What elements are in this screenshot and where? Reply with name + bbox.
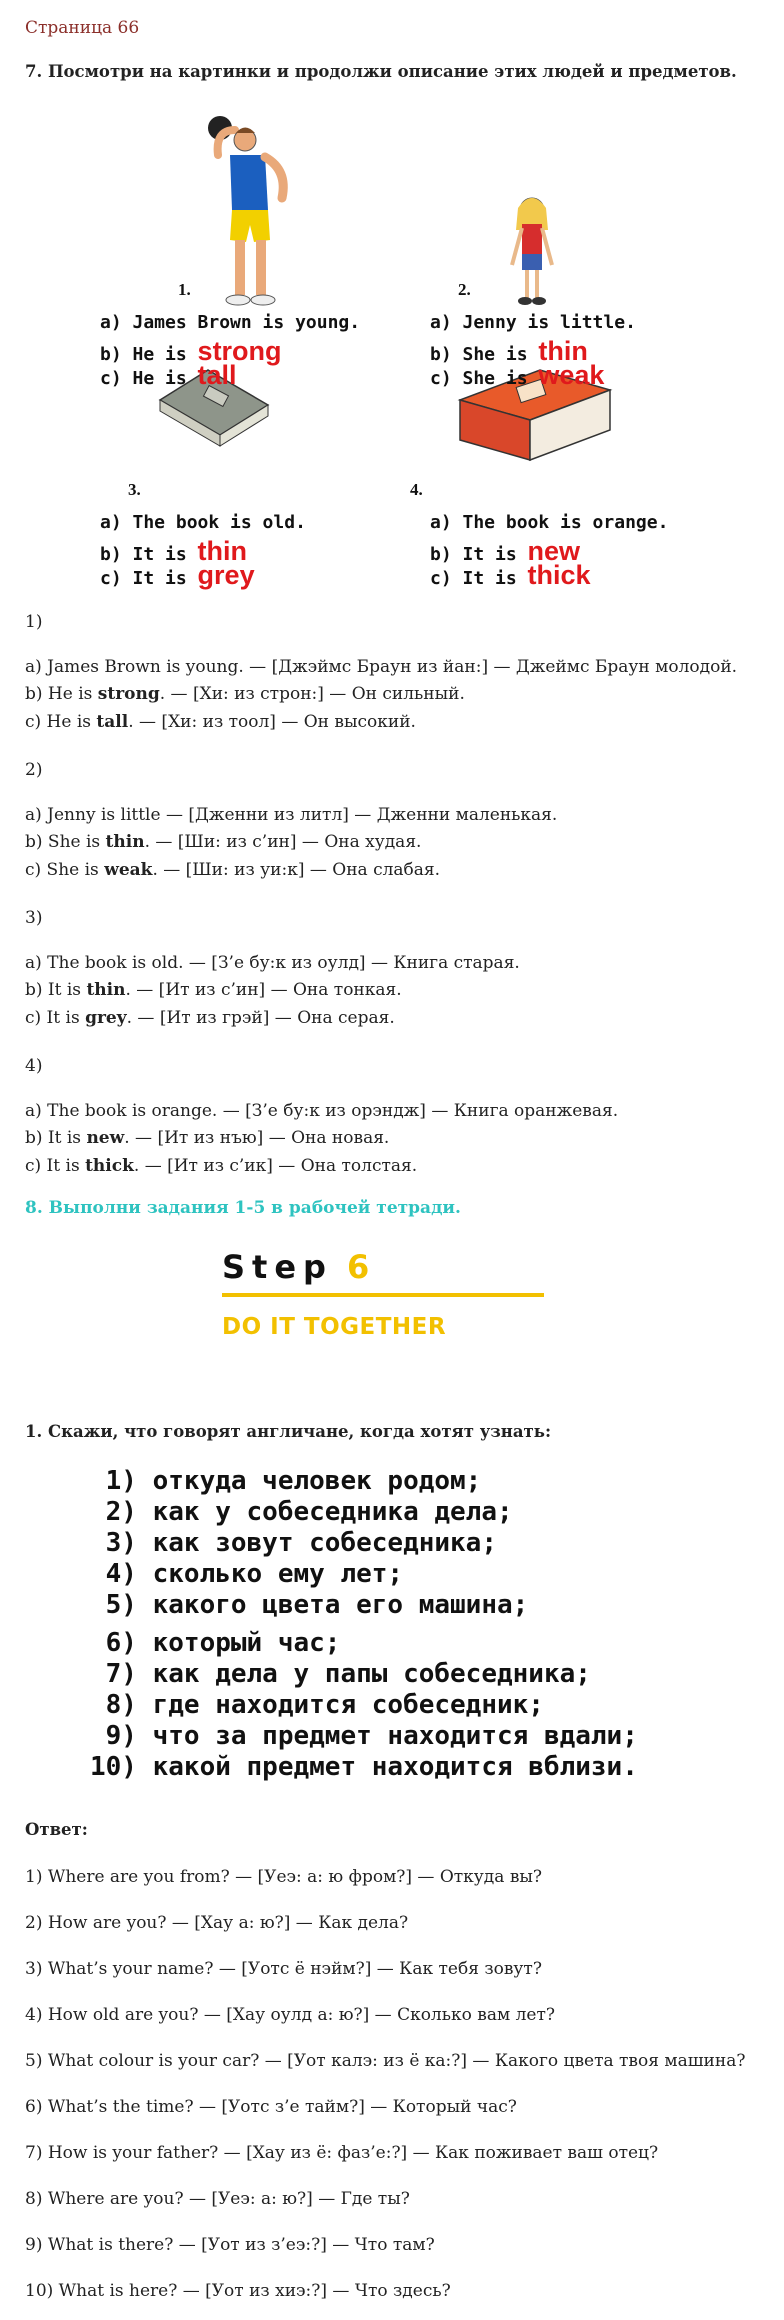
section-line: b) It is new. — [Ит из нъю] — Она новая. [25, 1128, 390, 1148]
athlete-drawing [208, 116, 283, 305]
line-prefix: c) She is [430, 368, 528, 389]
section-label: 2) [25, 760, 43, 780]
answer-word: grey [197, 560, 255, 590]
answer-word: thick [527, 560, 591, 590]
section-label: 3) [25, 908, 43, 928]
list-item: 4) сколько ему лет; [90, 1559, 404, 1589]
answer-line: 4) How old are you? — [Хау оулд а: ю?] — Сколько вам лет? [25, 2005, 555, 2025]
picture-line-c [430, 560, 591, 591]
page-header: Страница 66 [25, 18, 140, 38]
picture-line-a: a) Jenny is little. [430, 312, 636, 333]
task-1-heading: 1. Скажи, что говорят англичане, когда хотят узнать: [25, 1422, 552, 1441]
list-item: 9) что за предмет находится вдали; [90, 1721, 638, 1751]
section-line: c) He is tall. — [Хи: из тоол] — Он высокий. [25, 712, 416, 732]
section-label: 1) [25, 612, 43, 632]
task-7-heading: 7. Посмотри на картинки и продолжи описание этих людей и предметов. [25, 62, 737, 81]
picture-line-c [100, 360, 237, 391]
answer-line: 3) What’s your name? — [Уотс ё нэйм?] — Как тебя зовут? [25, 1959, 542, 1979]
list-item: 7) как дела у папы собеседника; [90, 1659, 591, 1689]
picture-number: 4. [410, 480, 423, 499]
answer-line: 1) Where are you from? — [Уеэ: а: ю фром?] — Откуда вы? [25, 1867, 543, 1887]
line-prefix: c) He is [100, 368, 187, 389]
answer-word: thin [538, 336, 588, 366]
line-prefix: b) It is [100, 544, 187, 565]
answer-line: 9) What is there? — [Уот из з’еэ:?] — Что там? [25, 2235, 435, 2255]
picture-number: 1. [178, 280, 191, 299]
line-prefix: b) She is [430, 344, 528, 365]
answer-line: 2) How are you? — [Хау а: ю?] — Как дела? [25, 1913, 409, 1933]
answer-word: weak [538, 360, 605, 390]
list-item: 1) откуда человек родом; [90, 1466, 482, 1496]
answer-line: 7) How is your father? — [Хау из ё: фаз’е:?] — Как поживает ваш отец? [25, 2143, 659, 2163]
answer-word: tall [197, 360, 237, 390]
section-line: a) James Brown is young. — [Джэймс Браун из йан:] — Джеймс Браун молодой. [25, 657, 738, 677]
step-word: Step [222, 1248, 333, 1286]
list-item: 3) как зовут собеседника; [90, 1528, 497, 1558]
picture-line-a: a) The book is orange. [430, 512, 669, 533]
answer-line: 10) What is here? — [Уот из хиэ:?] — Что здесь? [25, 2281, 451, 2301]
line-prefix: c) It is [430, 568, 517, 589]
picture-number: 3. [128, 480, 141, 499]
section-line: c) It is thick. — [Ит из с’ик] — Она толстая. [25, 1156, 418, 1176]
girl-drawing [512, 198, 552, 305]
answer-word: thin [197, 536, 248, 566]
line-prefix: c) It is [100, 568, 187, 589]
section-line: a) Jenny is little — [Дженни из литл] — Дженни маленькая. [25, 805, 558, 825]
section-line: b) He is strong. — [Хи: из строн:] — Он сильный. [25, 684, 465, 704]
picture-line-c [430, 360, 604, 391]
answer-word: strong [197, 336, 282, 366]
step-subtitle: DO IT TOGETHER [222, 1314, 447, 1340]
list-item: 8) где находится собеседник; [90, 1690, 544, 1720]
answer-line: 6) What’s the time? — [Уотс з’е тайм?] — Который час? [25, 2097, 517, 2117]
section-line: b) It is thin. — [Ит из с’ин] — Она тонкая. [25, 980, 402, 1000]
list-item: 6) который час; [90, 1628, 341, 1658]
line-prefix: b) He is [100, 344, 187, 365]
exercise-picture [90, 100, 780, 590]
answer-label: Ответ: [25, 1820, 88, 1839]
step-title [222, 1248, 376, 1286]
section-line: a) The book is orange. — [З’е бу:к из орэндж] — Книга оранжевая. [25, 1101, 619, 1121]
list-item: 10) какой предмет находится вблизи. [90, 1752, 638, 1782]
step-underline [222, 1293, 544, 1297]
section-line: c) She is weak. — [Ши: из уи:к] — Она слабая. [25, 860, 441, 880]
task-8-heading: 8. Выполни задания 1-5 в рабочей тетради. [25, 1198, 461, 1218]
section-line: c) It is grey. — [Ит из грэй] — Она серая. [25, 1008, 395, 1028]
picture-line-a: a) James Brown is young. [100, 312, 361, 333]
picture-line-c [100, 560, 255, 591]
picture-line-a: a) The book is old. [100, 512, 306, 533]
step-number: 6 [346, 1248, 377, 1286]
answer-line: 5) What colour is your car? — [Уот калэ: из ё ка:?] — Какого цвета твоя машина? [25, 2051, 746, 2071]
line-prefix: b) It is [430, 544, 517, 565]
answer-word: new [527, 536, 581, 566]
list-item: 2) как у собеседника дела; [90, 1497, 513, 1527]
section-line: a) The book is old. — [З’е бу:к из оулд] — Книга старая. [25, 953, 520, 973]
list-item: 5) какого цвета его машина; [90, 1590, 529, 1620]
section-label: 4) [25, 1056, 43, 1076]
answer-line: 8) Where are you? — [Уеэ: а: ю?] — Где ты? [25, 2189, 410, 2209]
section-line: b) She is thin. — [Ши: из с’ин] — Она худая. [25, 832, 422, 852]
picture-number: 2. [458, 280, 471, 299]
